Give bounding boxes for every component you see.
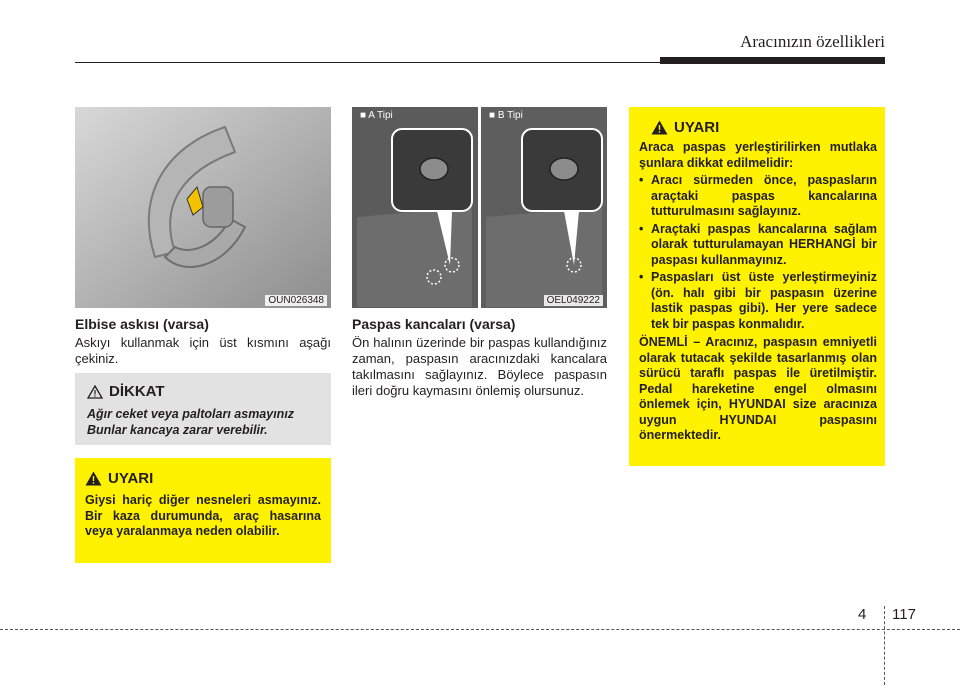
floor-mat-illustration bbox=[352, 107, 607, 308]
warning-bullet: • Araçtaki paspas kancalarına sağlam olarak tutturulamayan HERHANGİ bir paspası kullanmayınız. bbox=[639, 221, 877, 267]
coat-hook-text: Askıyı kullanmak için üst kısmını aşağı çekiniz. bbox=[75, 335, 331, 366]
warning-bullet: • Paspasları üst üste yerleştirmeyiniz (ön. halı gibi bir paspasın üzerine lastik paspas gibi). Her yere sadece tek bir paspas konmalıdır. bbox=[639, 270, 877, 331]
photo-code: OUN026348 bbox=[265, 295, 327, 306]
chapter-number: 4 bbox=[858, 606, 867, 623]
floor-mat-hook-photo bbox=[352, 107, 607, 308]
warning-label: UYARI bbox=[108, 470, 154, 487]
coat-hook-title: Elbise askısı (varsa) bbox=[75, 316, 209, 332]
page-number: 117 bbox=[892, 606, 916, 623]
header-rule-bold bbox=[660, 57, 885, 64]
warning-bullet: • Aracı sürmeden önce, paspasların araçtaki paspas kancalarına tutturulmasını sağlayınız. bbox=[639, 173, 877, 218]
warning-text: Giysi hariç diğer nesneleri asmayınız. Bir kaza durumunda, araç hasarına veya yaralanmaya neden olabilir. bbox=[85, 493, 321, 538]
header-rule bbox=[75, 62, 665, 63]
warning-triangle-icon bbox=[87, 385, 103, 399]
caution-box bbox=[75, 373, 331, 445]
coat-hook-illustration bbox=[75, 107, 331, 308]
floor-mat-title: Paspas kancaları (varsa) bbox=[352, 316, 516, 332]
warning-triangle-icon bbox=[85, 471, 102, 486]
warning-label: UYARI bbox=[674, 119, 720, 136]
tag-type-b: ■ B Tipi bbox=[489, 110, 523, 121]
floor-mat-text: Ön halının üzerinde bir paspas kullandığınız zaman, paspasın aracınızdaki kancalara takılmasını sağlayınız. Böylece paspasın ileri doğru kaymasını önlemiş olursunuz. bbox=[352, 335, 607, 398]
footer-rule bbox=[0, 629, 960, 630]
caution-text: Ağır ceket veya paltoları asmayınız Bunlar kancaya zarar verebilir. bbox=[87, 407, 295, 437]
warning-box-hanger bbox=[75, 458, 331, 563]
photo-code: OEL049222 bbox=[544, 295, 603, 306]
warning-triangle-icon bbox=[651, 120, 668, 135]
warning-box-floor-mat bbox=[629, 107, 885, 466]
tag-type-a: ■ A Tipi bbox=[360, 110, 393, 121]
page-header-title: Aracınızın özellikleri bbox=[740, 32, 885, 51]
warning-important: ÖNEMLİ – Aracınız, paspasın emniyetli olarak tutacak şekilde tasarlanmış olan sürücü taraflı paspas ile üretilmiştir. Pedal hareketine engel olmasını önlemek için, HYUNDAI size aracınıza uygun HYUNDAI paspasını önermektedir. bbox=[639, 335, 877, 442]
caution-label: DİKKAT bbox=[109, 383, 165, 400]
footer-divider bbox=[884, 606, 885, 685]
warning-intro: Araca paspas yerleştirilirken mutlaka şunlara dikkat edilmelidir: bbox=[639, 140, 877, 170]
coat-hook-photo bbox=[75, 107, 331, 308]
